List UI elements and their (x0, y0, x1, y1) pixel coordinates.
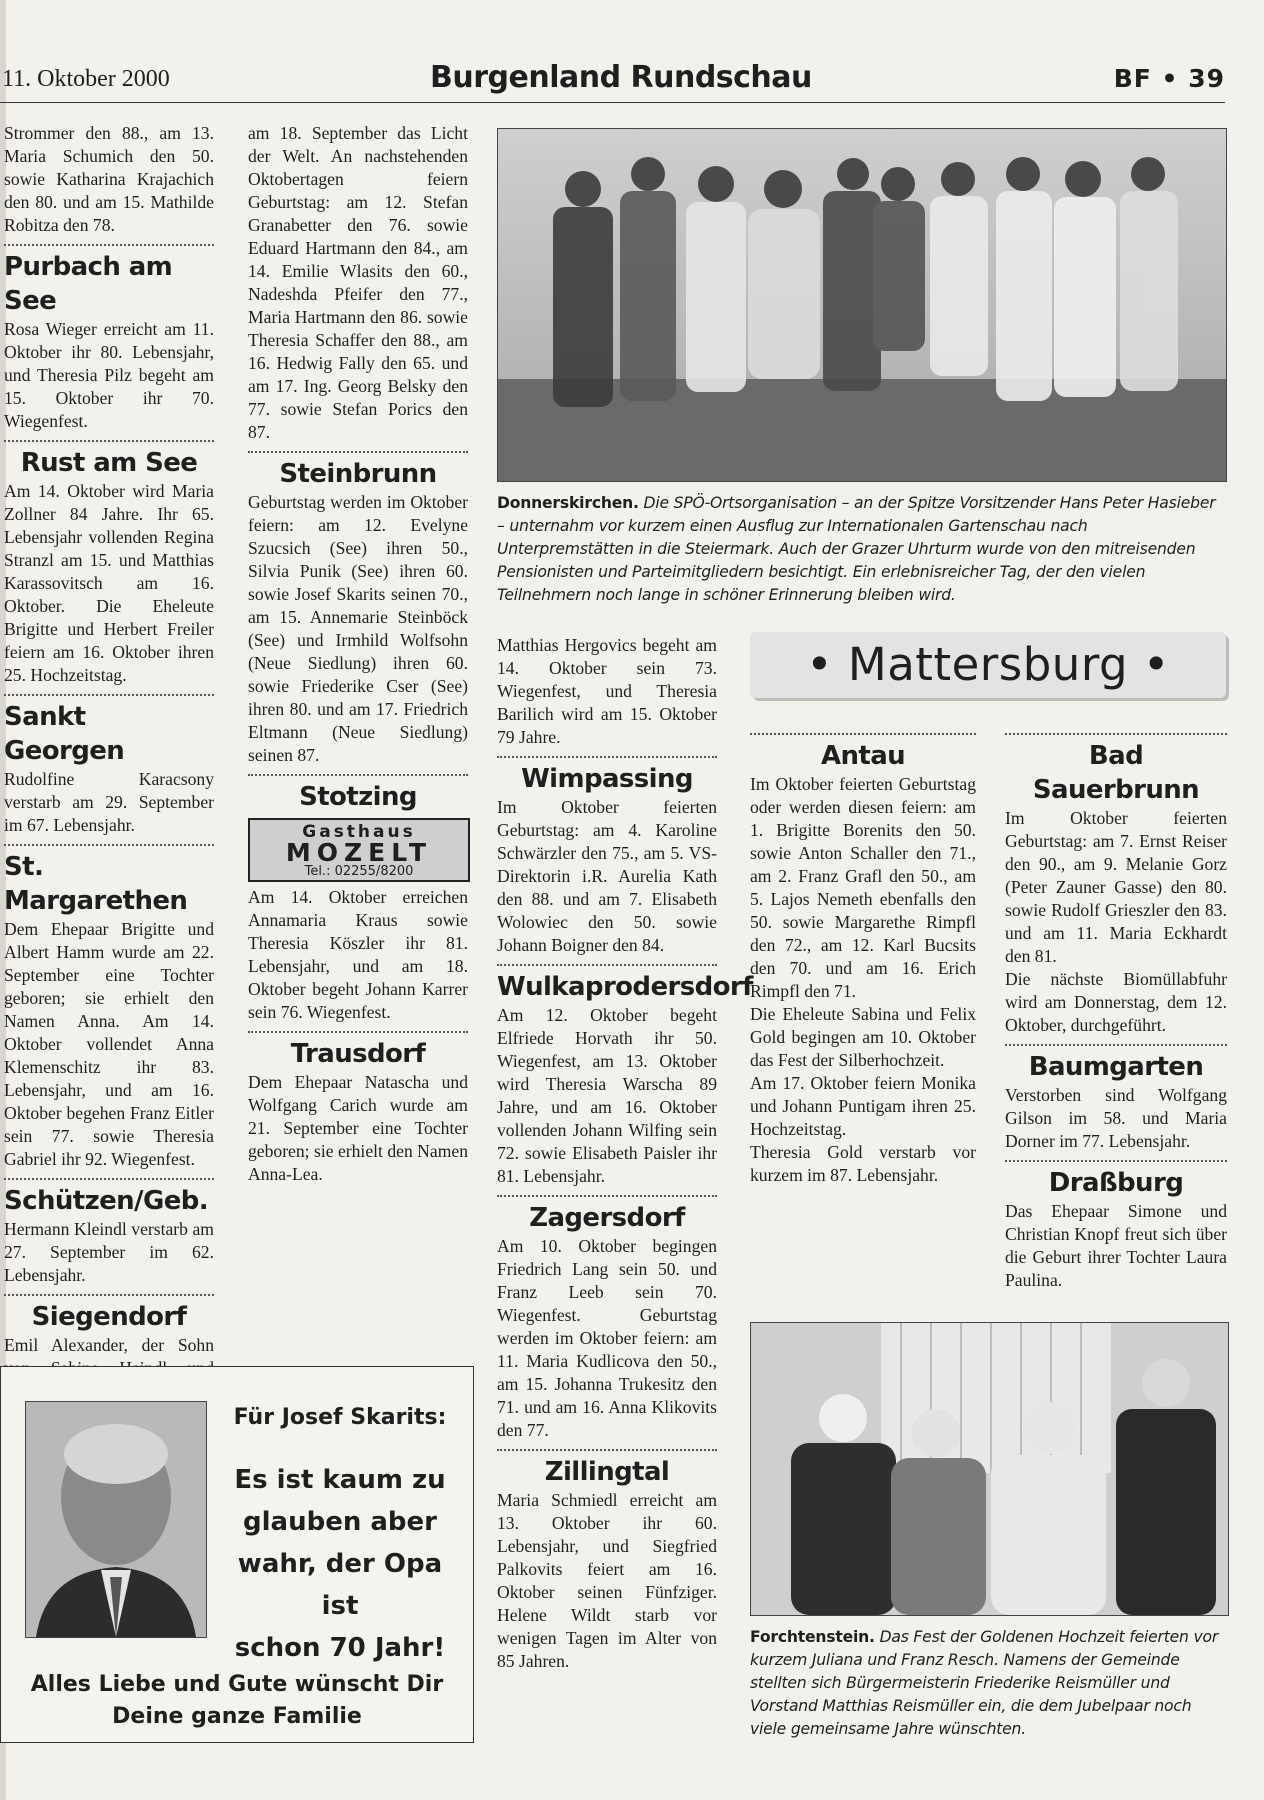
article-text: Die nächste Biomüllabfuhr wird am Donnerstag, dem 12. Oktober, durchgeführt. (1005, 969, 1227, 1035)
article-text: Rosa Wieger erreicht am 11. Oktober ihr 80. Lebensjahr, und Theresia Pilz begeht am 15. Oktober ihr 70. Wiegenfest. (4, 319, 214, 431)
divider (4, 694, 214, 696)
divider (1005, 1160, 1227, 1162)
article-text: Am 10. Oktober begingen Friedrich Lang sein 50. und Franz Leeb sein 70. Wiegenfest. Geburtstag werden im Oktober feiern: am 11. Maria Kudlicova den 50., am 15. Johanna Trukesitz den 71. und am 16. Anna Klikovits den 77. (497, 1236, 717, 1440)
section-heading: Wulkaprodersdorf (497, 972, 753, 1002)
divider (4, 440, 214, 442)
divider (248, 774, 468, 776)
article-text: Strommer den 88., am 13. Maria Schumich den 50. sowie Katharina Krajachich den 80. und am 15. Mathilde Robitza den 78. (4, 123, 214, 235)
column-2 (248, 122, 468, 1186)
wedding-photo (750, 1322, 1229, 1616)
gasthaus-mozelt-ad (248, 818, 470, 882)
article-text: Am 14. Oktober wird Maria Zollner 84 Jahre. Ihr 65. Lebensjahr vollenden Regina Stranzl am 15. und Matthias Karassovitsch am 16. Oktober. Die Eheleute Brigitte und Herbert Freiler feiern am 16. Oktober ihren 25. Hochzeitstag. (4, 481, 214, 685)
wedding-photo-image (751, 1323, 1228, 1615)
group-photo (497, 128, 1227, 482)
portrait-image (26, 1402, 206, 1637)
mattersburg-banner: • Mattersburg • (750, 632, 1226, 698)
wedding-photo-caption (750, 1626, 1228, 1741)
section-heading: Stotzing (299, 782, 417, 812)
section-heading: Rust am See (20, 448, 198, 478)
divider (4, 1178, 214, 1180)
divider (4, 1294, 214, 1296)
portrait-photo (25, 1401, 207, 1638)
article-text: Am 17. Oktober feiern Monika und Johann Puntigam ihren 25. Hochzeitstag. (750, 1073, 976, 1139)
caption-place: Donnerskirchen. (497, 494, 639, 512)
section-heading: Bad Sauerbrunn (1032, 741, 1200, 805)
article-text: Verstorben sind Wolfgang Gilson im 58. und Maria Dorner im 77. Lebensjahr. (1005, 1085, 1227, 1151)
divider (4, 244, 214, 246)
group-photo-image (498, 129, 1226, 481)
divider (497, 1449, 717, 1451)
newspaper-title: Burgenland Rundschau (430, 60, 812, 95)
section-heading: Schützen/Geb. (4, 1186, 209, 1216)
divider (1005, 733, 1227, 735)
section-heading: Steinbrunn (279, 459, 437, 489)
column-1 (4, 122, 214, 1403)
greeting-message (216, 1459, 464, 1669)
greeting-line: schon 70 Jahr! (234, 1633, 446, 1663)
greeting-line: Es ist kaum zu (234, 1465, 446, 1495)
article-text: Geburtstag werden im Oktober feiern: am 12. Evelyne Szucsich (See) ihren 50., Silvia Punik (See) ihren 60. sowie Josef Skarits seinen 70., am 15. Annemarie Steinböck (See) und Irmhild Wolfsohn (Neue Siedlung) ihren 60. sowie Friederike Cser (See) ihren 80. und am 17. Friedrich Eltmann (Neue Siedlung) seinen 87. (248, 492, 468, 765)
article-text: Im Oktober feierten Geburtstag: am 4. Karoline Schwärzler den 75., am 5. VS-Direktorin i.R. Aurelia Kath den 88. und am 7. Elisabeth Wolowiec den 50. sowie Johann Boigner den 84. (497, 797, 717, 955)
greeting-line: wahr, der Opa ist (237, 1549, 443, 1621)
section-heading: Sankt Georgen (4, 702, 125, 766)
caption-place: Forchtenstein. (750, 1628, 875, 1646)
divider (1005, 1044, 1227, 1046)
ad-line: Gasthaus (302, 822, 416, 842)
article-text: Am 14. Oktober erreichen Annamaria Kraus sowie Theresia Köszler ihr 81. Lebensjahr, und am 18. Oktober begeht Johann Karrer sein 76. Wiegenfest. (248, 887, 468, 1022)
divider (497, 756, 717, 758)
article-text: Theresia Gold verstarb vor kurzem im 87. Lebensjahr. (750, 1142, 976, 1185)
article-text: Dem Ehepaar Natascha und Wolfgang Carich wurde am 21. September eine Tochter geboren; sie erhielt den Namen Anna-Lea. (248, 1072, 468, 1184)
article-text: Rudolfine Karacsony verstarb am 29. September im 67. Lebensjahr. (4, 769, 214, 835)
signature-line: Deine ganze Familie (112, 1704, 362, 1729)
divider (497, 964, 717, 966)
caption-text: Die SPÖ-Ortsorganisation – an der Spitze Vorsitzender Hans Peter Hasieber – unternahm vor kurzem einen Ausflug zur Internationalen Gartenschau nach Unterpremstätten in die Steiermark. Auch der Grazer Uhrturm wurde von den mitreisenden Pensionisten und Parteimitgliedern besichtigt. Ein erlebnisreicher Tag, der den vielen Teilnehmern noch lange in schöner Erinnerung bleiben wird. (497, 494, 1216, 604)
article-text: Im Oktober feierten Geburtstag: am 7. Ernst Reiser den 90., am 9. Melanie Gorz (Peter Zauner Gasse) den 80. sowie Rudolf Grieszler den 83. und am 11. Maria Eckhardt den 81. (1005, 808, 1227, 966)
ad-phone: Tel.: 02255/8200 (304, 864, 414, 879)
greeting-line: glauben aber (243, 1507, 437, 1537)
section-heading: Baumgarten (1028, 1052, 1204, 1082)
article-text: Im Oktober feierten Geburtstag oder werden diesen feiern: am 1. Brigitte Borenits den 50. sowie Anton Schaller den 71., am 2. Franz Grafl den 50., am 5. Lajos Nemeth ebenfalls den 50. sowie Margarethe Rimpfl den 72., am 12. Karl Bucsits den 70. und am 16. Erich Rimpfl den 71. (750, 774, 976, 1001)
section-heading: Purbach am See (4, 252, 173, 316)
divider (248, 451, 468, 453)
ad-line: MOZELT (285, 838, 433, 867)
article-text: am 18. September das Licht der Welt. An nachstehenden Oktobertagen feiern Geburtstag: am 12. Stefan Granabetter den 76. sowie Eduard Hartmann den 84., am 14. Emilie Wlasits den 60., Nadeshda Pfeifer den 77., Maria Hartmann den 86. sowie Theresia Schaffer den 88., am 16. Hedwig Fally den 65. und am 17. Ing. Georg Belsky den 77. sowie Stefan Porics den 87. (248, 123, 468, 442)
group-photo-caption (497, 492, 1227, 607)
column-4 (750, 726, 976, 1187)
divider (750, 733, 976, 735)
divider (497, 1195, 717, 1197)
section-heading: St. Margarethen (4, 852, 188, 916)
column-3 (497, 634, 753, 1673)
section-heading: Trausdorf (290, 1039, 426, 1069)
article-text: Maria Schmiedl erreicht am 13. Oktober ihr 60. Lebensjahr, und Siegfried Palkovits feiert am 16. Oktober seinen Fünfziger. Helene Wildt starb vor wenigen Tagen im Alter von 85 Jahren. (497, 1490, 717, 1671)
article-text: Matthias Hergovics begeht am 14. Oktober sein 73. Wiegenfest, und Theresia Barilich wird am 15. Oktober 79 Jahre. (497, 635, 717, 747)
page-header (0, 58, 1225, 103)
column-5 (1005, 726, 1227, 1292)
greeting-recipient: Für Josef Skarits: (233, 1405, 447, 1430)
greeting-signature (1, 1669, 473, 1733)
section-heading: Antau (820, 741, 906, 771)
section-heading: Draßburg (1048, 1168, 1184, 1198)
article-text: Das Ehepaar Simone und Christian Knopf freut sich über die Geburt ihrer Tochter Laura Paulina. (1005, 1201, 1227, 1290)
section-heading: Siegendorf (31, 1302, 187, 1332)
article-text: Hermann Kleindl verstarb am 27. September im 62. Lebensjahr. (4, 1219, 214, 1285)
section-heading: Wimpassing (521, 764, 693, 794)
section-heading: Zillingtal (544, 1457, 670, 1487)
issue-date: 11. Oktober 2000 (2, 66, 170, 92)
article-text: Emil Alexander, der Sohn (4, 1335, 214, 1355)
birthday-greeting-box (0, 1366, 474, 1743)
article-text: Die Eheleute Sabina und Felix Gold begingen am 10. Oktober das Fest der Silberhochzeit. (750, 1004, 976, 1070)
section-heading: Zagersdorf (529, 1203, 685, 1233)
article-text: Am 12. Oktober begeht Elfriede Horvath ihr 50. Wiegenfest, am 13. Oktober wird Theresia Warscha 89 Jahre, und am 16. Oktober vollenden Johann Wilfing sein 72. sowie Elisabeth Paisler ihr 81. Lebensjahr. (497, 1005, 717, 1186)
signature-line: Alles Liebe und Gute wünscht Dir (30, 1672, 444, 1697)
divider (248, 1031, 468, 1033)
divider (4, 844, 214, 846)
caption-text: Das Fest der Goldenen Hochzeit feierten vor kurzem Juliana und Franz Resch. Namens der Gemeinde stellten sich Bürgermeisterin Friederike Reismüller und Vorstand Matthias Reismüller ein, die dem Jubelpaar noch viele gemeinsame Jahre wünschten. (750, 1628, 1219, 1738)
article-text: Dem Ehepaar Brigitte und Albert Hamm wurde am 22. September eine Tochter geboren; sie erhielt den Namen Anna. Am 14. Oktober vollendet Anna Klemenschitz ihr 83. Lebensjahr, und am 16. Oktober begehen Franz Eitler sein 77. sowie Theresia Gabriel ihr 92. Wiegenfest. (4, 919, 214, 1169)
page-number: BF • 39 (1113, 64, 1225, 93)
